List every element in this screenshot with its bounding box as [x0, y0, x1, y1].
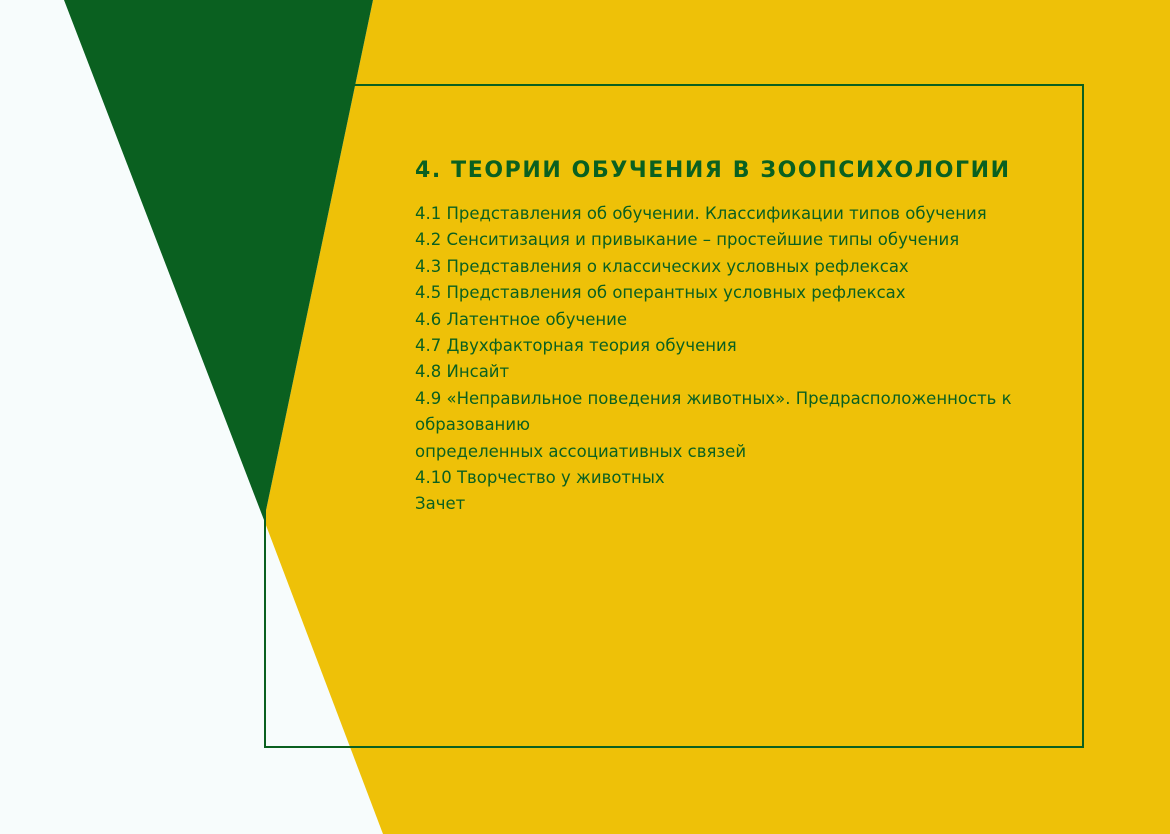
list-item: 4.6 Латентное обучение	[415, 309, 628, 329]
list-item: 4.9 «Неправильное поведения животных». Предрасположенность к	[415, 388, 1012, 408]
list-item: определенных ассоциативных связей	[415, 441, 747, 461]
content-block	[415, 158, 1035, 518]
list-item: 4.8 Инсайт	[415, 362, 510, 382]
list-item: 4.5 Представления об оперантных условных рефлексах	[415, 283, 906, 303]
list-item: образованию	[415, 415, 530, 435]
list-item: 4.3 Представления о классических условных рефлексах	[415, 256, 909, 276]
list-item: 4.2 Сенситизация и привыкание – простейшие типы обучения	[415, 230, 960, 250]
list-item: Зачет	[415, 494, 466, 514]
topic-list	[415, 201, 1035, 518]
page-title: 4. ТЕОРИИ ОБУЧЕНИЯ В ЗООПСИХОЛОГИИ	[415, 158, 1011, 183]
list-item: 4.1 Представления об обучении. Классификации типов обучения	[415, 204, 987, 223]
list-item: 4.7 Двухфакторная теория обучения	[415, 336, 737, 356]
list-item: 4.10 Творчество у животных	[415, 468, 665, 488]
